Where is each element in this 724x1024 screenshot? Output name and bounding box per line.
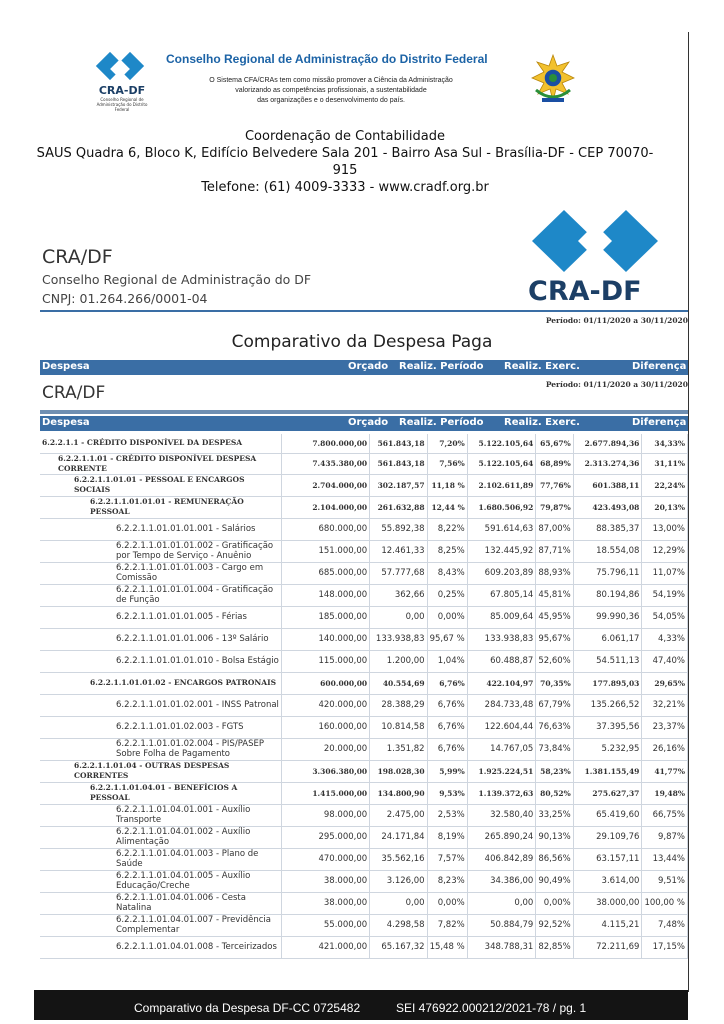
row-diferenca: 601.388,11 [573, 474, 642, 496]
col-orcado: Orçado [348, 361, 389, 372]
brazil-coat-of-arms-icon [528, 54, 578, 106]
row-realiz-periodo-pct: 0,25% [427, 584, 467, 606]
letterhead-logo [92, 56, 152, 112]
row-orcado: 1.415.000,00 [282, 782, 370, 804]
row-realiz-exerc-pct: 65,67% [536, 434, 573, 453]
row-diferenca-pct: 26,16% [642, 738, 688, 760]
page-edge [688, 32, 689, 992]
row-description: 6.2.2.1.1.01.01.02 - ENCARGOS PATRONAIS [40, 672, 282, 694]
row-realiz-periodo: 28.388,29 [370, 694, 427, 716]
row-realiz-periodo: 0,00 [370, 606, 427, 628]
row-realiz-periodo-pct: 6,76% [427, 716, 467, 738]
row-realiz-exerc: 265.890,24 [467, 826, 536, 848]
row-realiz-exerc-pct: 80,52% [536, 782, 573, 804]
row-realiz-periodo: 0,00 [370, 892, 427, 914]
row-realiz-exerc: 67.805,14 [467, 584, 536, 606]
row-diferenca: 177.895,03 [573, 672, 642, 694]
row-realiz-periodo-pct: 9,53% [427, 782, 467, 804]
column-header-bar [40, 360, 688, 375]
row-realiz-periodo: 561.843,18 [370, 434, 427, 453]
table-row [40, 453, 688, 474]
row-realiz-exerc-pct: 77,76% [536, 474, 573, 496]
row-realiz-exerc-pct: 73,84% [536, 738, 573, 760]
row-realiz-periodo: 4.298,58 [370, 914, 427, 936]
row-realiz-periodo: 3.126,00 [370, 870, 427, 892]
row-orcado: 151.000,00 [282, 540, 370, 562]
row-realiz-periodo-pct: 7,82% [427, 914, 467, 936]
row-diferenca: 135.266,52 [573, 694, 642, 716]
row-diferenca-pct: 66,75% [642, 804, 688, 826]
row-realiz-periodo-pct: 7,20% [427, 434, 467, 453]
row-realiz-exerc: 14.767,05 [467, 738, 536, 760]
row-orcado: 98.000,00 [282, 804, 370, 826]
column-header-bar-2 [40, 416, 688, 431]
row-realiz-periodo: 1.351,82 [370, 738, 427, 760]
row-realiz-exerc-pct: 67,79% [536, 694, 573, 716]
row-diferenca: 54.511,13 [573, 650, 642, 672]
mission-line: valorizando as competências profissionais, a sustentabilidade [235, 87, 427, 94]
row-diferenca-pct: 41,77% [642, 760, 688, 782]
row-diferenca: 80.194,86 [573, 584, 642, 606]
cra-logo-icon [94, 56, 150, 80]
row-realiz-exerc-pct: 87,71% [536, 540, 573, 562]
row-diferenca: 1.381.155,49 [573, 760, 642, 782]
row-realiz-exerc-pct: 45,81% [536, 584, 573, 606]
col-diferenca: Diferença [632, 361, 687, 372]
row-realiz-periodo-pct: 15,48 % [427, 936, 467, 958]
col-despesa: Despesa [42, 361, 90, 372]
row-realiz-periodo-pct: 5,99% [427, 760, 467, 782]
row-realiz-exerc: 2.102.611,89 [467, 474, 536, 496]
row-realiz-periodo-pct: 8,23% [427, 870, 467, 892]
row-realiz-exerc: 50.884,79 [467, 914, 536, 936]
row-diferenca-pct: 47,40% [642, 650, 688, 672]
row-diferenca: 99.990,36 [573, 606, 642, 628]
row-realiz-periodo: 12.461,33 [370, 540, 427, 562]
row-diferenca: 75.796,11 [573, 562, 642, 584]
report-title: Comparativo da Despesa Paga [231, 332, 493, 352]
row-diferenca-pct: 7,48% [642, 914, 688, 936]
row-diferenca-pct: 29,65% [642, 672, 688, 694]
big-logo-text: CRA-DF [528, 276, 642, 307]
row-diferenca-pct: 13,44% [642, 848, 688, 870]
table-row [40, 584, 688, 606]
row-realiz-exerc: 85.009,64 [467, 606, 536, 628]
row-realiz-periodo: 362,66 [370, 584, 427, 606]
row-description: 6.2.2.1.1.01.01.01.010 - Bolsa Estágio [40, 650, 282, 672]
row-realiz-exerc: 133.938,83 [467, 628, 536, 650]
row-realiz-periodo-pct: 7,56% [427, 453, 467, 474]
row-realiz-exerc: 1.680.506,92 [467, 496, 536, 518]
row-orcado: 7.435.380,00 [282, 453, 370, 474]
row-orcado: 7.800.000,00 [282, 434, 370, 453]
table-row [40, 760, 688, 782]
row-realiz-periodo: 561.843,18 [370, 453, 427, 474]
row-description: 6.2.2.1.1.01.04.01.008 - Terceirizados [40, 936, 282, 958]
row-realiz-periodo-pct: 6,76% [427, 672, 467, 694]
row-realiz-exerc-pct: 92,52% [536, 914, 573, 936]
row-realiz-periodo-pct: 1,04% [427, 650, 467, 672]
row-orcado: 148.000,00 [282, 584, 370, 606]
row-description: 6.2.2.1.1.01.01.01.001 - Salários [40, 518, 282, 540]
row-realiz-periodo-pct: 7,57% [427, 848, 467, 870]
row-diferenca: 3.614,00 [573, 870, 642, 892]
row-realiz-exerc-pct: 79,87% [536, 496, 573, 518]
row-diferenca-pct: 17,15% [642, 936, 688, 958]
row-description: 6.2.2.1.1.01.01.01.004 - Gratificação de Função [40, 584, 282, 606]
row-diferenca-pct: 32,21% [642, 694, 688, 716]
row-description: 6.2.2.1.1.01.01.02.003 - FGTS [40, 716, 282, 738]
row-diferenca-pct: 20,13% [642, 496, 688, 518]
row-diferenca-pct: 9,51% [642, 870, 688, 892]
row-description: 6.2.2.1.1.01.01.02.004 - PIS/PASEP Sobre Folha de Pagamento [40, 738, 282, 760]
row-realiz-exerc-pct: 90,49% [536, 870, 573, 892]
row-realiz-periodo-pct: 8,22% [427, 518, 467, 540]
row-orcado: 2.104.000,00 [282, 496, 370, 518]
row-realiz-exerc-pct: 82,85% [536, 936, 573, 958]
row-diferenca-pct: 54,19% [642, 584, 688, 606]
row-realiz-exerc-pct: 88,93% [536, 562, 573, 584]
table-row [40, 936, 688, 958]
row-realiz-periodo: 198.028,30 [370, 760, 427, 782]
row-realiz-periodo-pct: 8,25% [427, 540, 467, 562]
row-realiz-exerc-pct: 58,23% [536, 760, 573, 782]
row-diferenca: 72.211,69 [573, 936, 642, 958]
row-realiz-periodo: 134.800,90 [370, 782, 427, 804]
contact-block [30, 128, 660, 196]
row-diferenca-pct: 4,33% [642, 628, 688, 650]
row-diferenca: 4.115,21 [573, 914, 642, 936]
row-orcado: 680.000,00 [282, 518, 370, 540]
row-realiz-exerc: 132.445,92 [467, 540, 536, 562]
col-despesa: Despesa [42, 417, 90, 428]
row-orcado: 600.000,00 [282, 672, 370, 694]
row-description: 6.2.2.1.1.01.01.01.003 - Cargo em Comissão [40, 562, 282, 584]
row-realiz-exerc: 284.733,48 [467, 694, 536, 716]
header-rule [40, 310, 688, 312]
row-realiz-periodo: 133.938,83 [370, 628, 427, 650]
row-realiz-exerc: 5.122.105,64 [467, 453, 536, 474]
row-realiz-periodo: 55.892,38 [370, 518, 427, 540]
row-orcado: 295.000,00 [282, 826, 370, 848]
row-diferenca-pct: 23,37% [642, 716, 688, 738]
row-diferenca-pct: 19,48% [642, 782, 688, 804]
row-realiz-periodo-pct: 2,53% [427, 804, 467, 826]
sub-period-label: Período: 01/11/2020 a 30/11/2020 [545, 380, 688, 389]
letterhead-mission [186, 76, 476, 106]
row-realiz-exerc-pct: 45,95% [536, 606, 573, 628]
table-row [40, 672, 688, 694]
row-realiz-periodo-pct: 12,44 % [427, 496, 467, 518]
cra-logo-icon [524, 206, 666, 276]
table-row [40, 782, 688, 804]
col-realiz-periodo: Realiz. Período [399, 417, 484, 428]
row-realiz-exerc-pct: 33,25% [536, 804, 573, 826]
row-orcado: 470.000,00 [282, 848, 370, 870]
row-realiz-exerc-pct: 0,00% [536, 892, 573, 914]
row-diferenca: 37.395,56 [573, 716, 642, 738]
sub-org: CRA/DF [42, 383, 106, 403]
row-realiz-periodo: 2.475,00 [370, 804, 427, 826]
row-orcado: 140.000,00 [282, 628, 370, 650]
row-realiz-periodo: 10.814,58 [370, 716, 427, 738]
table-row [40, 562, 688, 584]
row-realiz-exerc: 1.925.224,51 [467, 760, 536, 782]
row-realiz-exerc: 609.203,89 [467, 562, 536, 584]
row-realiz-exerc: 32.580,40 [467, 804, 536, 826]
table-row [40, 892, 688, 914]
row-orcado: 20.000,00 [282, 738, 370, 760]
row-realiz-exerc: 122.604,44 [467, 716, 536, 738]
table-row [40, 826, 688, 848]
row-description: 6.2.2.1.1.01.01.01.006 - 13º Salário [40, 628, 282, 650]
row-diferenca-pct: 54,05% [642, 606, 688, 628]
mission-line: das organizações e o desenvolvimento do país. [257, 97, 405, 104]
row-realiz-exerc: 1.139.372,63 [467, 782, 536, 804]
row-realiz-exerc-pct: 86,56% [536, 848, 573, 870]
table-row [40, 694, 688, 716]
row-realiz-exerc: 591.614,63 [467, 518, 536, 540]
letterhead-logo-text: CRA-DF [98, 84, 146, 97]
row-orcado: 38.000,00 [282, 870, 370, 892]
row-realiz-periodo: 302.187,57 [370, 474, 427, 496]
phone: Telefone: (61) 4009-3333 - www.cradf.org.br [201, 180, 489, 195]
row-realiz-exerc: 406.842,89 [467, 848, 536, 870]
table-row [40, 870, 688, 892]
footer-bar [34, 990, 688, 1020]
row-diferenca: 29.109,76 [573, 826, 642, 848]
org-name: Conselho Regional de Administração do DF [42, 272, 312, 287]
org-short: CRA/DF [42, 246, 113, 268]
header-rule-2 [40, 410, 688, 414]
row-realiz-exerc: 5.122.105,64 [467, 434, 536, 453]
mission-line: O Sistema CFA/CRAs tem como missão promover a Ciência da Administração [209, 77, 453, 84]
table-row [40, 914, 688, 936]
period-label: Período: 01/11/2020 a 30/11/2020 [545, 316, 688, 325]
row-diferenca: 18.554,08 [573, 540, 642, 562]
row-description: 6.2.2.1.1.01 - CRÉDITO DISPONÍVEL DESPESA CORRENTE [40, 453, 282, 474]
row-description: 6.2.2.1.1.01.04.01.003 - Plano de Saúde [40, 848, 282, 870]
col-diferenca: Diferença [632, 417, 687, 428]
expense-table [40, 434, 688, 959]
footer-sei-ref: SEI 476922.000212/2021-78 / pg. 1 [396, 1001, 587, 1015]
table-row [40, 434, 688, 453]
row-realiz-exerc-pct: 52,60% [536, 650, 573, 672]
row-description: 6.2.2.1.1.01.04.01.005 - Auxílio Educação/Creche [40, 870, 282, 892]
row-realiz-periodo: 65.167,32 [370, 936, 427, 958]
row-diferenca: 65.419,60 [573, 804, 642, 826]
row-diferenca-pct: 12,29% [642, 540, 688, 562]
row-diferenca: 5.232,95 [573, 738, 642, 760]
col-realiz-exerc: Realiz. Exerc. [504, 417, 580, 428]
row-diferenca-pct: 31,11% [642, 453, 688, 474]
row-realiz-periodo-pct: 0,00% [427, 892, 467, 914]
row-orcado: 185.000,00 [282, 606, 370, 628]
table-row [40, 650, 688, 672]
row-realiz-periodo-pct: 6,76% [427, 694, 467, 716]
table-row [40, 518, 688, 540]
row-realiz-periodo: 35.562,16 [370, 848, 427, 870]
table-row [40, 804, 688, 826]
org-cnpj: CNPJ: 01.264.266/0001-04 [42, 291, 208, 306]
col-realiz-periodo: Realiz. Período [399, 361, 484, 372]
row-realiz-exerc: 422.104,97 [467, 672, 536, 694]
row-realiz-exerc-pct: 95,67% [536, 628, 573, 650]
row-orcado: 160.000,00 [282, 716, 370, 738]
col-orcado: Orçado [348, 417, 389, 428]
row-description: 6.2.2.1.1.01.04.01.006 - Cesta Natalina [40, 892, 282, 914]
table-row [40, 496, 688, 518]
table-row [40, 848, 688, 870]
row-orcado: 2.704.000,00 [282, 474, 370, 496]
row-diferenca-pct: 34,33% [642, 434, 688, 453]
row-diferenca: 275.627,37 [573, 782, 642, 804]
row-realiz-periodo-pct: 0,00% [427, 606, 467, 628]
row-orcado: 420.000,00 [282, 694, 370, 716]
footer-doc-ref: Comparativo da Despesa DF-CC 0725482 [134, 1001, 361, 1015]
row-realiz-periodo: 1.200,00 [370, 650, 427, 672]
row-realiz-periodo: 24.171,84 [370, 826, 427, 848]
row-diferenca-pct: 13,00% [642, 518, 688, 540]
row-description: 6.2.2.1.1.01.04.01 - BENEFÍCIOS A PESSOAL [40, 782, 282, 804]
letterhead-logo-subtext: Conselho Regional de Administração do Distrito Federal [96, 97, 148, 112]
row-realiz-periodo-pct: 11,18 % [427, 474, 467, 496]
expense-table-body [40, 434, 688, 958]
row-realiz-exerc-pct: 68,89% [536, 453, 573, 474]
table-row [40, 540, 688, 562]
row-description: 6.2.2.1.1.01.01.02.001 - INSS Patronal [40, 694, 282, 716]
row-realiz-exerc: 34.386,00 [467, 870, 536, 892]
row-description: 6.2.2.1.1.01.01.01.002 - Gratificação por Tempo de Serviço - Anuênio [40, 540, 282, 562]
row-description: 6.2.2.1.1.01.04 - OUTRAS DESPESAS CORRENTES [40, 760, 282, 782]
row-realiz-periodo-pct: 6,76% [427, 738, 467, 760]
row-realiz-periodo: 261.632,88 [370, 496, 427, 518]
table-row [40, 738, 688, 760]
table-row [40, 628, 688, 650]
row-diferenca-pct: 100,00 % [642, 892, 688, 914]
department: Coordenação de Contabilidade [244, 129, 446, 144]
row-description: 6.2.2.1.1.01.04.01.002 - Auxílio Alimentação [40, 826, 282, 848]
row-diferenca-pct: 9,87% [642, 826, 688, 848]
row-diferenca: 423.493,08 [573, 496, 642, 518]
row-orcado: 3.306.380,00 [282, 760, 370, 782]
row-description: 6.2.2.1.1.01.04.01.001 - Auxílio Transporte [40, 804, 282, 826]
row-diferenca: 6.061,17 [573, 628, 642, 650]
row-diferenca: 38.000,00 [573, 892, 642, 914]
row-realiz-exerc: 60.488,87 [467, 650, 536, 672]
row-realiz-periodo-pct: 8,43% [427, 562, 467, 584]
row-realiz-periodo-pct: 8,19% [427, 826, 467, 848]
row-description: 6.2.2.1.1.01.01.01 - REMUNERAÇÃO PESSOAL [40, 496, 282, 518]
table-row [40, 474, 688, 496]
row-diferenca-pct: 22,24% [642, 474, 688, 496]
letterhead-title: Conselho Regional de Administração do Distrito Federal [166, 52, 488, 66]
row-realiz-exerc: 0,00 [467, 892, 536, 914]
row-diferenca: 2.677.894,36 [573, 434, 642, 453]
row-description: 6.2.2.1.1.01.01.01.005 - Férias [40, 606, 282, 628]
row-orcado: 115.000,00 [282, 650, 370, 672]
row-diferenca: 88.385,37 [573, 518, 642, 540]
row-orcado: 55.000,00 [282, 914, 370, 936]
row-description: 6.2.2.1.1 - CRÉDITO DISPONÍVEL DA DESPESA [40, 434, 282, 453]
row-diferenca-pct: 11,07% [642, 562, 688, 584]
address: SAUS Quadra 6, Bloco K, Edifício Belvedere Sala 201 - Bairro Asa Sul - Brasília-DF - CEP 70070-915 [36, 146, 654, 178]
row-description: 6.2.2.1.1.01.01 - PESSOAL E ENCARGOS SOCIAIS [40, 474, 282, 496]
cra-df-logo [524, 206, 666, 306]
row-diferenca: 2.313.274,36 [573, 453, 642, 474]
row-realiz-periodo: 57.777,68 [370, 562, 427, 584]
row-realiz-exerc-pct: 90,13% [536, 826, 573, 848]
row-realiz-exerc: 348.788,31 [467, 936, 536, 958]
row-realiz-exerc-pct: 76,63% [536, 716, 573, 738]
row-diferenca: 63.157,11 [573, 848, 642, 870]
row-realiz-periodo-pct: 95,67 % [427, 628, 467, 650]
table-row [40, 606, 688, 628]
row-orcado: 685.000,00 [282, 562, 370, 584]
row-realiz-periodo: 40.554,69 [370, 672, 427, 694]
row-realiz-exerc-pct: 87,00% [536, 518, 573, 540]
row-realiz-exerc-pct: 70,35% [536, 672, 573, 694]
table-row [40, 716, 688, 738]
row-orcado: 421.000,00 [282, 936, 370, 958]
col-realiz-exerc: Realiz. Exerc. [504, 361, 580, 372]
row-orcado: 38.000,00 [282, 892, 370, 914]
row-description: 6.2.2.1.1.01.04.01.007 - Previdência Complementar [40, 914, 282, 936]
